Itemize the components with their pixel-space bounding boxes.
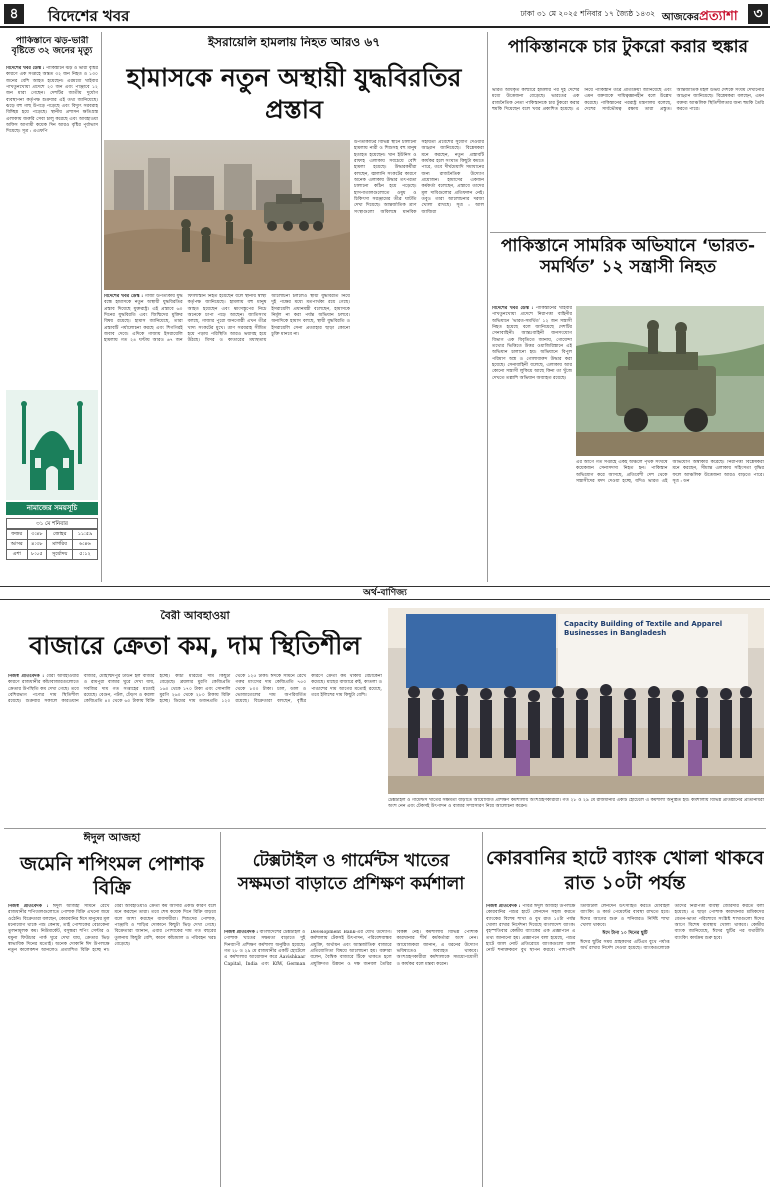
- pakistan-operation-body: [492, 306, 572, 582]
- prayer-cell: ৪:৩৮: [27, 540, 47, 550]
- left-story-headline: পাকিস্তানে ঝড়-ভারী বৃষ্টিতে ৩২ জনের মৃত্যু: [11, 36, 93, 57]
- market-headline: বাজারে ক্রেতা কম, দাম স্থিতিশীল: [29, 631, 361, 660]
- market-story-body: [8, 674, 382, 820]
- bank-story-text: পবিত্র ঈদুল আজহা উপলক্ষে কোরবানির পশুর হাটে লেনদেন সহজ করতে ব্যাংকের বিশেষ শাখা ও বুথ রাত ১০টা পর্যন্ত খোলা রাখার নির্দেশনা দিয়েছে বাংলাদেশ ব্যাংক। বৃহস্পতিবার কেন্দ্রীয় ব্যাংকের এক প্রজ্ঞাপনে এ তথ্য জানানো হয়। প্রজ্ঞাপনে বলা হয়েছে, পশুর হাটে জাল নোট প্রতিরোধে ব্যাংকগুলো জাল নোট শনাক্তকরণ বুথ স্থাপন করবে। পাশাপাশি ডিজিটাল লেনদেন উৎসাহিত করতে মোবাইল ব্যাংকিং ও কার্ড পেমেন্টের ব্যবস্থা রাখতে হবে। ঈদের আগের শুক্র ও শনিবারও নির্দিষ্ট শাখা খোলা থাকবে।: [486, 904, 670, 954]
- left-story-text: পাকিস্তানে ঝড় ও ভারী বৃষ্টির কারণে এক সপ্তাহে অন্তত ৩২ জন নিহত ও ১৩০ জনের বেশি আহত হয়েছেন। এরমধ্যে খাইবার পাখতুনখোয়া প্রদেশে ২০ জন এবং পাঞ্জাবে ১২ জন মারা গেছেন। দেশটির জাতীয় দুর্যোগ ব্যবস্থাপনা কর্তৃপক্ষ শুক্রবার এই তথ্য জানিয়েছে। ঝড়ে বহু গাছ উপড়ে পড়েছে এবং বিদ্যুৎ সরবরাহ বিচ্ছিন্ন হয়ে পড়েছে। স্থানীয় প্রশাসন ক্ষতিগ্রস্ত এলাকায় জরুরি সেবা চালু করেছে এবং আবহাওয়া অফিস আগামী কয়েক দিন আরও বৃষ্টির পূর্বাভাস দিয়েছে। সূত্র : এএফপি: [6, 66, 98, 135]
- textile-story-lead: নিজস্ব প্রতিবেদক :: [224, 930, 259, 935]
- masthead: [0, 0, 770, 28]
- prayer-cell: ৮:০৫: [27, 550, 47, 560]
- prayer-day: ৩১ মে শনিবার: [6, 518, 98, 529]
- pakistan-operation-lead: বিদেশের খবর ডেস্ক :: [492, 306, 534, 311]
- main-kicker: ইসরায়েলি হামলায় নিহত আরও ৬৭: [207, 36, 381, 49]
- story-rule: [490, 232, 766, 233]
- textile-story-text: বাংলাদেশের টেক্সটাইল ও পোশাক খাতের সক্ষমতা বাড়াতে দুই দিনব্যাপী প্রশিক্ষণ কর্মশালা অনুষ্ঠিত হয়েছে। গত ২৮ ও ২৯ মে রাজধানীর একটি হোটেলে এ কর্মশালার আয়োজন করে Aavishkaar Capital, India এবং KfW, German Development Bank-এর যৌথ উদ্যোগ। কর্মশালায় টেকসই উৎপাদন, পরিবেশবান্ধব প্রযুক্তি, অর্থায়ন এবং আন্তর্জাতিক বাজারে প্রতিযোগিতা বিষয়ে আলোচনা হয়। বক্তারা বলেন, বৈশ্বিক বাজারে টিকে থাকতে হলে প্রযুক্তিগত উন্নয়ন ও দক্ষ জনবল তৈরির বিকল্প নেই। কর্মশালায় বিভিন্ন পোশাক কারখানার শীর্ষ কর্মকর্তারা অংশ নেন। আয়োজকরা জানান, এ ধরনের উদ্যোগ ভবিষ্যতেও অব্যাহত থাকবে। অংশগ্রহণকারীরা কর্মশালাকে সময়োপযোগী ও কার্যকর বলে মন্তব্য করেন।: [224, 930, 478, 967]
- eid-story-lead: নিজস্ব প্রতিবেদক :: [8, 904, 49, 909]
- section-title: বিদেশের খবর: [48, 7, 130, 25]
- market-story-text: বৈরী আবহাওয়ার কারণে রাজধানীর কাঁচাবাজারগুলোতে ক্রেতার উপস্থিতি কম দেখা গেছে। তবে বেশিরভাগ পণ্যের দাম স্থিতিশীল রয়েছে। শুক্রবার সকালে কারওয়ান বাজার, মোহাম্মদপুর টাউন হল বাজার ও রামপুরা বাজার ঘুরে দেখা যায়, সবজির দাম গত সপ্তাহের মতোই রয়েছে। বেগুন, পটল, ঢেঁড়স ও করলা কেজিপ্রতি ৪০ থেকে ৬০ টাকায় বিক্রি হচ্ছে। কাঁচা মরিচের দাম কিছুটা বেড়েছে। ব্রয়লার মুরগি কেজিপ্রতি ১৬০ থেকে ১৭০ টাকা এবং সোনালি মুরগি ২৬০ থেকে ২৮০ টাকায় বিক্রি হচ্ছে। ডিমের দাম ডজনপ্রতি ১২০ থেকে ১২৫ টাকা। ঈদকে সামনে রেখে গরুর মাংসের দাম কেজিপ্রতি ৭৫০ থেকে ৮০০ টাকা। চাল, ডাল ও ভোজ্যতেলের দাম অপরিবর্তিত রয়েছে। বিক্রেতারা বলছেন, বৃষ্টির কারণে ক্রেতা কম থাকায় বেচাকেনা কমেছে। মাছের বাজারে রুই, কাতলা ও পাঙাশের দাম আগের মতোই রয়েছে, তবে ইলিশের দাম কিছুটা বেশি।: [8, 674, 382, 705]
- left-story-lead: বিদেশের খবর ডেস্ক :: [6, 66, 45, 71]
- brand-prefix: আজকের: [662, 12, 700, 23]
- main-photo: [104, 140, 350, 290]
- eid-headline: জমেনি শপিংমল পোশাক বিক্রি: [20, 853, 204, 899]
- brand-logo: [662, 5, 738, 23]
- main-story-lead: বিদেশের খবর ডেস্ক :: [104, 294, 144, 299]
- main-headline: হামাসকে নতুন অস্থায়ী যুদ্ধবিরতির প্রস্তাব: [126, 63, 462, 124]
- bank-headline: কোরবানির হাটে ব্যাংক খোলা থাকবে রাত ১০টা পর্যন্ত: [486, 847, 764, 894]
- main-story-body: [104, 294, 350, 580]
- main-story-body-right: উপত্যকাটির বিভিন্ন স্থানে চালানো হামলায় নারী ও শিশুসহ বহু মানুষ হতাহত হয়েছেন। খান ইউনিস ও রাফাহ এলাকায় সবচেয়ে বেশি হামলা হয়েছে। উদ্ধারকর্মীরা বলছেন, জ্বালানি সংকটের কারণে অনেক এলাকায় উদ্ধার তৎপরতা চালানো কঠিন হয়ে পড়েছে। হাসপাতালগুলোতে ওষুধ ও চিকিৎসা সরঞ্জামের তীব্র ঘাটতি দেখা দিয়েছে। আন্তর্জাতিক ত্রাণ সংস্থাগুলো অবিলম্বে মানবিক সহায়তা প্রবেশের সুযোগ দেওয়ার আহ্বান জানিয়েছে। বিশ্লেষকরা মনে করছেন, নতুন প্রস্তাবটি কার্যকর হলে সংঘাত কিছুটা কমতে পারে, তবে দীর্ঘমেয়াদি সমাধানের জন্য রাজনৈতিক উদ্যোগ প্রয়োজন। হামাসের একজন কর্মকর্তা বলেছেন, প্রস্তাবে তাদের মূল দাবিগুলোর প্রতিফলন নেই। তবুও তারা আলোচনার দরজা খোলা রাখছে। সূত্র : আল জাজিরা: [354, 140, 484, 215]
- prayer-cell: ৩:৪৮: [27, 530, 47, 540]
- pakistan-operation-photo: [576, 306, 764, 456]
- brand-name: প্রত্যাশা: [699, 9, 738, 24]
- eid-kicker: ঈদুল আজহা: [83, 832, 141, 844]
- pakistan-operation-body-right: এর আগে গত সপ্তাহে একই অঞ্চলে পৃথক সংঘর্ষে কয়েকজন সেনাসদস্য নিহত হন। পাকিস্তান অভিযোগ করে আসছে, প্রতিবেশী দেশ থেকে সন্ত্রাসীদের মদদ দেওয়া হচ্ছে, যদিও ভারত এই অভিযোগ অস্বীকার করেছে। নিরাপত্তা বিশ্লেষকরা মনে করছেন, সীমান্ত এলাকায় সহিংসতা বৃদ্ধির ফলে আঞ্চলিক উত্তেজনা আরও বাড়তে পারে। সূত্র : ডন: [576, 460, 764, 485]
- workshop-banner-title: Capacity Building of Textile and Apparel Businesses in Bangladesh: [564, 620, 723, 637]
- story-rule: [4, 828, 766, 829]
- workshop-photo: [388, 608, 764, 794]
- section-band-label: অর্থ-বাণিজ্য: [363, 588, 407, 598]
- textile-story-body: [224, 930, 478, 1186]
- pakistan-split-body: ভারত অধিকৃত কাশ্মীরে হামলার পর দুই দেশের মধ্যে উত্তেজনা বেড়েছে। ভারতের এক রাজনৈতিক নেতা পাকিস্তানকে চার টুকরো করার হুমকি দিয়েছেন বলে খবর প্রকাশিত হয়েছে। এ নিয়ে পাকিস্তান তীব্র প্রতিক্রিয়া জানিয়েছে এবং এমন বক্তব্যকে দায়িত্বজ্ঞানহীন বলে উল্লেখ করেছে। পাকিস্তানের পররাষ্ট্র মন্ত্রণালয় বলেছে, দেশের সার্বভৌমত্ব রক্ষায় তারা প্রস্তুত। আন্তর্জাতিক মহল উভয় দেশকে সংযম দেখানোর আহ্বান জানিয়েছে। বিশ্লেষকরা বলছেন, এমন বক্তব্য আঞ্চলিক স্থিতিশীলতার জন্য হুমকি তৈরি করতে পারে।: [492, 88, 764, 113]
- bank-subhead: ঈদে টানা ১০ দিনের ছুটি: [602, 931, 648, 937]
- column-rule: [101, 32, 102, 582]
- eid-story-body: [8, 904, 216, 1186]
- workshop-caption: টেক্সটাইল ও গার্মেন্টস খাতের সক্ষমতা বাড়াতে আয়োজিত প্রশিক্ষণ কর্মশালায় অংশগ্রহণকারীরা। গত ২৮ ও ২৯ মে রাজধানীর একটি হোটেলে এ কর্মশালা অনুষ্ঠিত হয়। কর্মশালায় বিভিন্ন প্রতিষ্ঠানের প্রতিনিধিরা অংশ নেন এবং টেকসই উৎপাদন ও বাজার সম্প্রসারণ নিয়ে আলোচনা করেন।: [388, 798, 764, 810]
- prayer-cell: এশা: [7, 550, 28, 560]
- column-rule: [220, 832, 221, 1187]
- prayer-row: [7, 530, 98, 540]
- prayer-grid: [6, 529, 98, 560]
- prayer-cell: ১১:৫৯: [73, 530, 98, 540]
- left-story-body: [6, 66, 98, 384]
- mosque-illustration: [6, 390, 98, 500]
- bank-story-text-2: ঈদের ছুটির সময় গ্রাহকদের এটিএম বুথে পর্যাপ্ত অর্থ রাখার নির্দেশ দেওয়া হয়েছে। ব্যাংকগুলোকে তাদের নিরাপত্তা ব্যবস্থা জোরদার করতে বলা হয়েছে। এ ছাড়া পোশাক কারখানার শ্রমিকদের বেতন-ভাতা পরিশোধে সংশ্লিষ্ট শাখাগুলো ঈদের আগে বিশেষ ব্যবস্থায় খোলা থাকবে। কেন্দ্রীয় ব্যাংক জানিয়েছে, ঈদের ছুটির পর যথারীতি ব্যাংকিং কার্যক্রম শুরু হবে।: [580, 904, 764, 952]
- prayer-cell: জোহর: [47, 530, 73, 540]
- page-number-left: ৪: [4, 4, 24, 24]
- prayer-cell: আসর: [7, 540, 28, 550]
- prayer-row: [7, 540, 98, 550]
- bank-story-body: [486, 904, 764, 1186]
- market-kicker: বৈরী আবহাওয়া: [160, 610, 230, 622]
- market-story-lead: নিজস্ব প্রতিবেদক :: [8, 674, 45, 679]
- prayer-cell: সূর্যোদয়: [47, 550, 73, 560]
- pakistan-split-headline: পাকিস্তানকে চার টুকরো করার হুঙ্কার: [508, 37, 748, 57]
- prayer-cell: ফজর: [7, 530, 28, 540]
- prayer-cell: ৬:৪৬: [73, 540, 98, 550]
- prayer-table: [6, 518, 98, 560]
- pakistan-operation-text: পাকিস্তানের খাইবার পাখতুনখোয়া প্রদেশে নিরাপত্তা বাহিনীর অভিযানে ‘ভারত-সমর্থিত’ ১২ জন সন্ত্রাসী নিহত হয়েছে বলে জানিয়েছে দেশটির সেনাবাহিনী। আন্তঃবাহিনী জনসংযোগ বিভাগ এক বিবৃতিতে জানায়, গোয়েন্দা তথ্যের ভিত্তিতে উত্তর ওয়াজিরিস্তানে এই অভিযান চালানো হয়। অভিযানে বিপুল পরিমাণ অস্ত্র ও গোলাবারুদ উদ্ধার করা হয়েছে। সেনাবাহিনী বলেছে, এলাকায় আর কোনো সন্ত্রাসী লুকিয়ে আছে কিনা তা খুঁজে দেখতে তল্লাশি অভিযান অব্যাহত রয়েছে।: [492, 306, 572, 381]
- main-story-text: গাজা উপত্যকায় যুদ্ধ বন্ধে হামাসকে নতুন অস্থায়ী যুদ্ধবিরতির প্রস্তাব দিয়েছে যুক্তরাষ্ট্র। এই প্রস্তাবে ৬০ দিনের যুদ্ধবিরতি এবং জিম্মিদের মুক্তির বিষয় রয়েছে। হামাস জানিয়েছে, তারা প্রস্তাবটি পর্যালোচনা করছে এবং শিগগিরই জবাব দেবে। এদিকে গাজায় ইসরায়েলি হামলায় গত ২৪ ঘণ্টায় আরও ৬৭ জন ফিলিস্তিনি নিহত হয়েছেন বলে স্থানীয় স্বাস্থ্য কর্তৃপক্ষ জানিয়েছে। হামলায় বহু মানুষ আহত হয়েছেন এবং ধ্বংসস্তূপের নিচে অনেকে চাপা পড়ে আছেন। জাতিসংঘ বলছে, গাজার পুরো জনগোষ্ঠী এখন তীব্র খাদ্য সংকটের মুখে। ত্রাণ সরবরাহ সীমিত হয়ে পড়ায় পরিস্থিতি আরও ভয়াবহ হয়ে উঠছে। মিসর ও কাতারের মধ্যস্থতায় আলোচনা চললেও স্থায়ী যুদ্ধবিরতি নিয়ে দুই পক্ষের মধ্যে মতপার্থক্য রয়ে গেছে। ইসরায়েলি প্রধানমন্ত্রী বলেছেন, হামাসকে নির্মূল না করা পর্যন্ত অভিযান চলবে। অন্যদিকে হামাস বলছে, স্থায়ী যুদ্ধবিরতি ও ইসরায়েলি সেনা প্রত্যাহার ছাড়া কোনো চুক্তি মানবে না।: [104, 294, 350, 344]
- prayer-row: [7, 550, 98, 560]
- eid-story-text: ঈদুল আজহা সামনে রেখে রাজধানীর শপিংমলগুলোতে পোশাক বিক্রি এখনো জমে ওঠেনি। বিক্রেতারা বলছেন, কোরবানির ঈদে মানুষের মূল মনোযোগ থাকে পশু কেনায়, তাই পোশাকের বেচাকেনা তুলনামূলক কম। নিউমার্কেট, বসুন্ধরা শপিং সেন্টার ও যমুনা ফিউচার পার্ক ঘুরে দেখা যায়, ক্রেতার ভিড় স্বাভাবিক দিনের মতোই। অনেক দোকানি ঈদ উপলক্ষে নতুন কালেকশন আনলেও প্রত্যাশিত বিক্রি হচ্ছে না। বৈরী আবহাওয়াও ক্রেতা কম আসার একটি কারণ বলে মনে করছেন তারা। তবে শেষ কয়েক দিনে বিক্রি বাড়বে বলে আশা করছেন ব্যবসায়ীরা। শিশুদের পোশাক, পাঞ্জাবি ও শাড়ির দোকানে কিছুটা ভিড় দেখা গেছে। বিক্রেতারা জানান, এবার পোশাকের দাম গত বছরের তুলনায় কিছুটা বেশি, কারণ কাঁচামাল ও পরিবহন খরচ বেড়েছে।: [8, 904, 216, 954]
- prayer-cell: মাগরিব: [47, 540, 73, 550]
- column-rule: [487, 32, 488, 582]
- section-band: [0, 586, 770, 600]
- column-rule: [482, 832, 483, 1187]
- pakistan-operation-headline: পাকিস্তানে সামরিক অভিযানে ‘ভারত-সমর্থিত’ ১২ সন্ত্রাসী নিহত: [501, 236, 755, 277]
- textile-headline: টেক্সটাইল ও গার্মেন্টস খাতের সক্ষমতা বাড়াতে প্রশিক্ষণ কর্মশালা: [237, 851, 465, 894]
- page-number-right: ৩: [748, 4, 768, 24]
- prayer-title: নামাজের সময়সূচি: [6, 502, 98, 515]
- dateline: ঢাকা ৩১ মে ২০২৫ শনিবার ১৭ জ্যৈষ্ঠ ১৪৩২: [520, 9, 655, 18]
- prayer-cell: ৫:১২: [73, 550, 98, 560]
- bank-story-lead: নিজস্ব প্রতিবেদক :: [486, 904, 521, 909]
